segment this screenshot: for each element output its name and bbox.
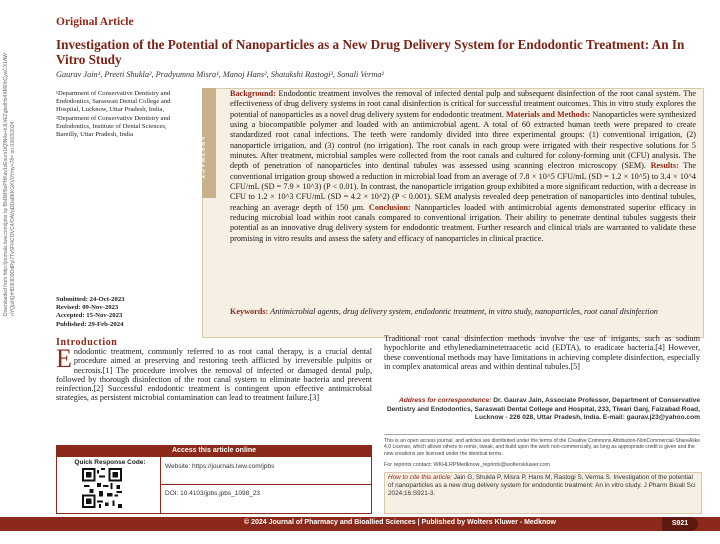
license-statement: This is an open access journal, and articles are distributed under the terms of the Creative Commons Attribution-NonCommercial-ShareAlike 4.0 License, which allows others to remix, tweak, and build upon the work non-commercially, as long as appropriate credit is given and the new creations are licensed under the identical terms.	[384, 434, 700, 457]
background-text: Endodontic treatment involves the removal of infected dental pulp and subsequent disinfection of the root canal system. The effectiveness of drug delivery systems in root canal disinfection is critical for successful treatment outcomes. This in vitro study explores the potential of nanoparticles as a novel drug delivery system for endodontic treatment.	[230, 89, 697, 119]
reprints-contact: For reprints contact: WKHLRPMedknow_reprints@wolterskluwer.com	[384, 462, 551, 468]
citation-block	[388, 474, 696, 498]
citation-label: How to cite this article:	[388, 474, 452, 481]
conclusion-heading: Conclusion:	[368, 202, 411, 212]
website-link[interactable]: Website: https://journals.lww.com/jpbs	[165, 463, 275, 470]
introduction-left-column	[56, 344, 372, 403]
results-heading: Results:	[650, 161, 679, 171]
qr-code-icon[interactable]	[82, 468, 122, 508]
conclusion-text: Nanoparticles loaded with antimicrobial agents demonstrated superior efficacy in reducing microbial load within root canals compared to conventional irrigation. Their ability to penetrate dentinal tubules suggests their potential as an innovative drug delivery system for endodontic treatment. Further research and clinical trials are warranted to validate these promising in vitro results and assess the safety and efficacy of nanoparticles in clinical practice.	[230, 202, 696, 243]
access-row-divider	[160, 484, 371, 485]
affiliation-1: ¹Department of Conservative Dentistry and Endodontics, Saraswati Dental College and Hospital, Lucknow, Uttar Pradesh, India,	[56, 90, 171, 114]
footer-text: © 2024 Journal of Pharmacy and Bioallied Sciences | Published by Wolters Kluwer - Medknow	[244, 519, 556, 526]
correspondence-block	[384, 397, 700, 423]
article-title: Investigation of the Potential of Nanoparticles as a New Drug Delivery System for Endodontic Treatment: An In Vitro Study	[56, 37, 685, 67]
background-heading: Background:	[230, 89, 276, 98]
section-label: Original Article	[56, 16, 134, 28]
date-published: Published: 29-Feb-2024	[56, 320, 124, 328]
abstract-tab-label: ABSTRACT	[198, 136, 205, 180]
results-text: The conventional irrigation group showed a reduction in microbial load from an average of 7.8 × 10^5 CFU/mL (SD = 1.2 × 10^5) to 3.4 × 10^4 CFU/mL (SD = 7.9 × 10^3) (P < 0.01). In contrast, the nanoparticle irrigation group exhibited a more significant reduction, with a decrease in CFU to 1.2 × 10^3 CFU/mL (SD = 4.2 × 10^2) (P < 0.001). SEM analysis revealed deep penetration of nanoparticles into dentinal tubules, reaching an average depth of 150 μm.	[230, 161, 697, 212]
watermark-line-1: Downloaded from http://journals.lww.com/jpbs by BhDMf5ePHKav1zEoum1tQfN4a+kJLhEZgbsIHo4XMi0hCywCX1AW	[3, 53, 9, 316]
author-list: Gaurav Jain¹, Preeti Shukla², Pradyumna Misra¹, Manoj Hans², Shatakshi Rastogi³, Sonali Verma¹	[56, 70, 385, 79]
citation-text: Jain G, Shukla P, Misra P, Hans M, Rastogi S, Verma S. Investigation of the potential of nanoparticles as a new drug delivery system for endodontic treatment: An in vitro study. J Pharm Bioall Sci 2024;16:S921-3.	[388, 474, 696, 497]
correspondence-text: Dr. Gaurav Jain, Associate Professor, Department of Conservative Dentistry and Endodontics, Saraswati Dental College and Hospital, 233, Tiwari Ganj, Faizabad Road, Lucknow - 226 028, Uttar Pradesh, India. E-mail: gaurav.j23@yahoo.com	[386, 397, 700, 422]
qr-label: Quick Response Code:	[74, 459, 146, 466]
correspondence-label: Address for correspondence:	[399, 397, 492, 404]
page-number: S921	[662, 517, 698, 531]
abstract-tab	[198, 88, 216, 198]
download-watermark	[2, 53, 16, 318]
keywords	[230, 307, 696, 317]
introduction-paragraph-1: ndodontic treatment, commonly referred to as root canal therapy, is a crucial dental procedure aimed at preserving and restoring teeth afflicted by irreversible pulpitis or necrosis.[1] The procedure involves the removal of infected or damaged dental pulp, followed by thorough disinfection of the root canal system to eliminate bacteria and prevent reinfection.[2] Successful endodontic treatment is contingent upon effective antimicrobial strategies, as persistent microbial contamination can lead to treatment failure.[3]	[56, 347, 372, 403]
date-accepted: Accepted: 15-Nov-2023	[56, 312, 123, 320]
affiliations	[56, 90, 188, 139]
date-revised: Revised: 09-Nov-2023	[56, 304, 119, 312]
keywords-text: Antimicrobial agents, drug delivery system, endodontic treatment, in vitro study, nanoparticles, root canal disinfection	[270, 307, 658, 316]
abstract-body	[230, 89, 696, 244]
article-dates	[56, 296, 196, 329]
methods-text: Nanoparticles were synthesized using a biocompatible polymer and loaded with an antimicrobial agent. A total of 60 extracted human teeth were prepared to create standardized root canal infections. The teeth were randomly divided into three experimental groups: (1) conventional irrigation, (2) nanoparticle irrigation, and (3) control (no irrigation). The root canals in each group were irrigated with their respective solutions for 5 minutes. After treatment, microbial samples were collected from the root canals and cultured for colony-forming unit (CFU) analysis. The depth of penetration of nanoparticles into dentinal tubules was assessed using scanning electron microscopy (SEM).	[230, 109, 697, 171]
affiliation-2: ²Department of Conservative Dentistry and Endodontics, Institute of Dental Sciences, Bareilly, Uttar Pradesh, India	[56, 114, 171, 139]
access-online-heading: Access this article online	[56, 445, 372, 456]
keywords-heading: Keywords:	[230, 307, 269, 316]
doi-link[interactable]: DOI: 10.4103/jpbs.jpbs_1098_23	[165, 490, 261, 497]
drop-cap: E	[56, 344, 72, 373]
introduction-heading: Introduction	[56, 337, 118, 348]
introduction-right-column: Traditional root canal disinfection methods involve the use of irrigants, such as sodium hypochlorite and ethylenediaminetetraacetic acid (EDTA), to eradicate bacteria.[4] However, these conventional methods may have limitations in achieving complete disinfection, especially in complex anatomical areas and within dentinal tubules.[5]	[384, 334, 700, 371]
methods-heading: Materials and Methods:	[506, 109, 591, 119]
date-submitted: Submitted: 24-Oct-2023	[56, 296, 125, 303]
watermark-line-2: nYQp/IlQrHD3i3D0OdRyi7TvSFl4Cf3VC4/OAVpDDa8KKGKV0Ymy+78= on 03/03/2024	[10, 121, 16, 316]
